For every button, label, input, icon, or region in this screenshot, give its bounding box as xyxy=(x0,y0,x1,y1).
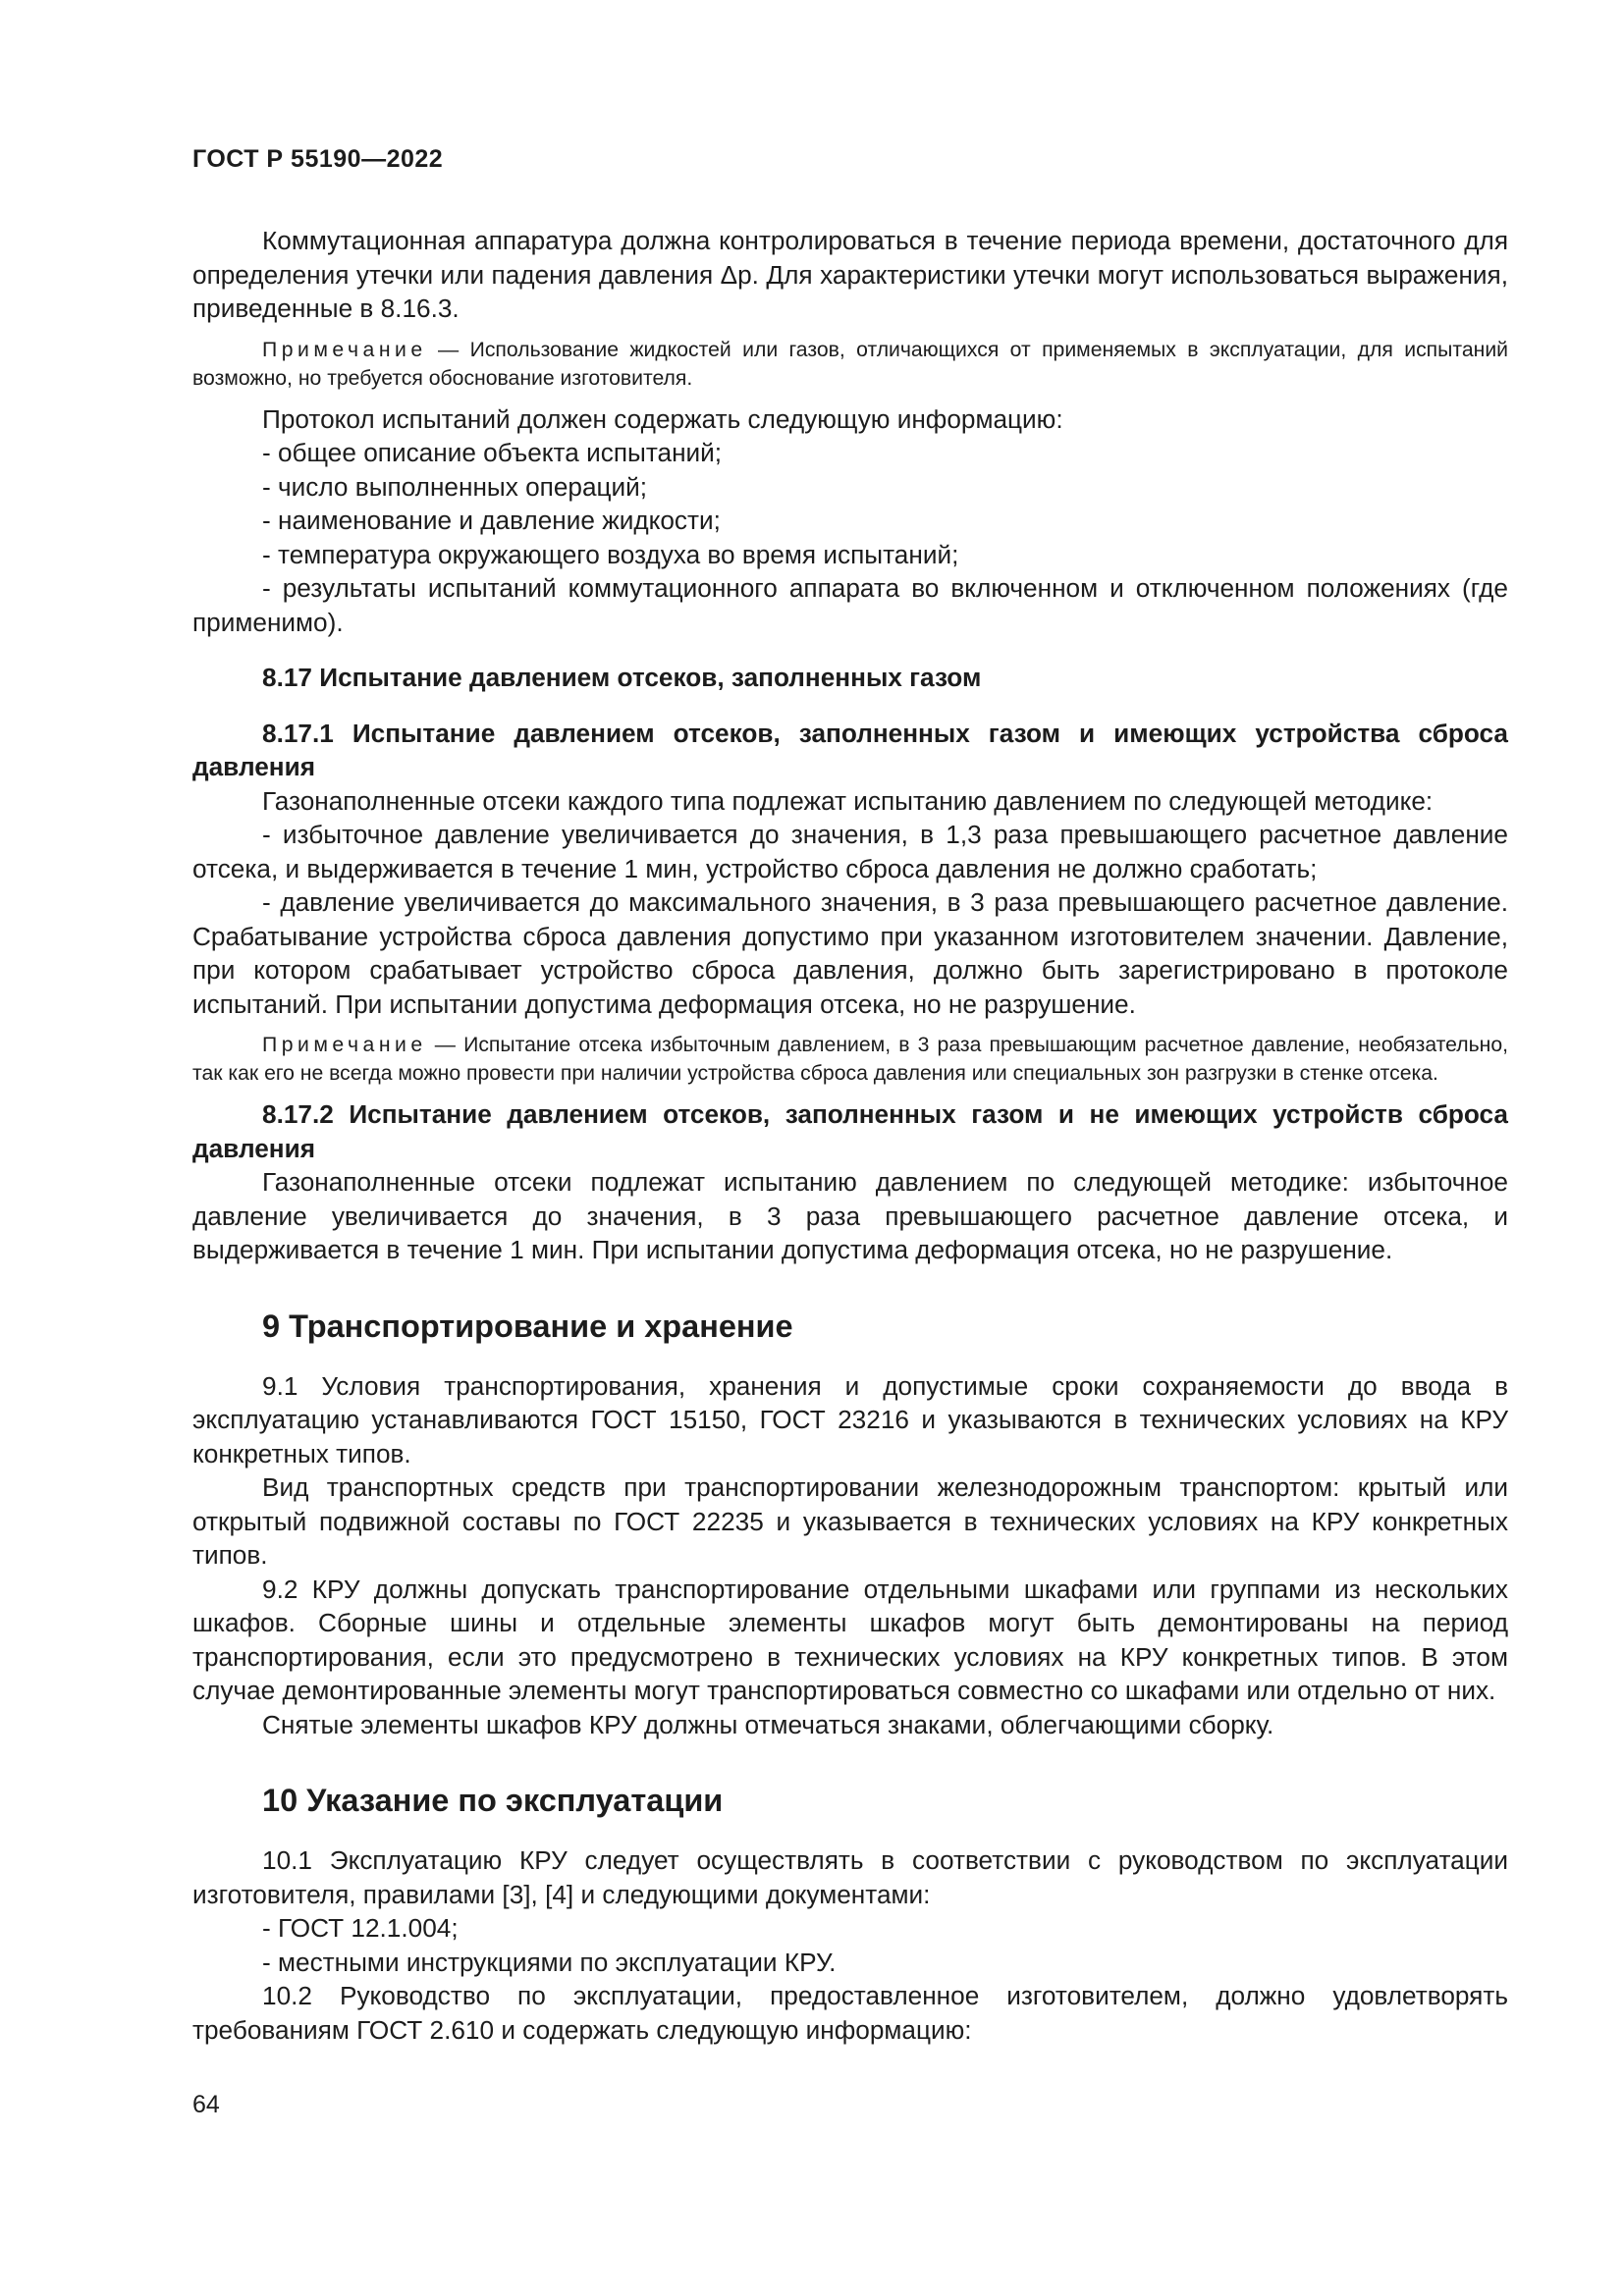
paragraph: Коммутационная аппаратура должна контролироваться в течение периода времени, достаточного для определения утечки или падения давления Δp. Для характеристики утечки могут использоваться выражения, приведенные в 8.16.3. xyxy=(192,226,1508,323)
section-heading-8-17-2: 8.17.2 Испытание давлением отсеков, заполненных газом и не имеющих устройств сброса давления xyxy=(192,1099,1508,1163)
note xyxy=(192,1031,1508,1088)
section-heading-9: 9 Транспортирование и хранение xyxy=(262,1308,793,1344)
paragraph: 10.2 Руководство по эксплуатации, предоставленное изготовителем, должно удовлетворять требованиям ГОСТ 2.610 и содержать следующую информацию: xyxy=(192,1981,1508,2045)
list-item: - избыточное давление увеличивается до значения, в 1,3 раза превышающего расчетное давление отсека, и выдерживается в течение 1 мин, устройство сброса давления не должно сработать; xyxy=(192,820,1508,883)
list-item: - местными инструкциями по эксплуатации КРУ. xyxy=(262,1947,837,1977)
list-item: - наименование и давление жидкости; xyxy=(262,506,721,535)
list-item: - ГОСТ 12.1.004; xyxy=(262,1913,459,1943)
list-item: - температура окружающего воздуха во время испытаний; xyxy=(262,539,959,569)
document-body xyxy=(192,224,1508,2047)
note-text: — Испытание отсека избыточным давлением, в 3 раза превышающим расчетное давление, необязательно, так как его не всегда можно провести при наличии устройства сброса давления или специальных зон разгрузки в стенке отсека. xyxy=(192,1034,1508,1085)
section-heading-10: 10 Указание по эксплуатации xyxy=(262,1783,724,1818)
paragraph: Газонаполненные отсеки подлежат испытанию давлением по следующей методике: избыточное давление увеличивается до значения, в 3 раза превышающего расчетное давление отсека, и выдерживается в течение 1 мин. При испытании допустима деформация отсека, но не разрушение. xyxy=(192,1167,1508,1264)
paragraph: Снятые элементы шкафов КРУ должны отмечаться знаками, облегчающими сборку. xyxy=(262,1709,1274,1739)
list-item: - результаты испытаний коммутационного аппарата во включенном и отключенном положениях (где применимо). xyxy=(192,573,1508,637)
note xyxy=(192,336,1508,393)
list-item: - давление увеличивается до максимального значения, в 3 раза превышающего расчетное давление. Срабатывание устройства сброса давления допустимо при указанном изготовителем значении. Давление, при котором срабатывает устройство сброса давления, должно быть зарегистрировано в протоколе испытаний. При испытании допустима деформация отсека, но не разрушение. xyxy=(192,887,1508,1019)
paragraph: 10.1 Эксплуатацию КРУ следует осуществлять в соответствии с руководством по эксплуатации изготовителя, правилами [3], [4] и следующими документами: xyxy=(192,1845,1508,1909)
list-item: - общее описание объекта испытаний; xyxy=(262,438,723,467)
paragraph: 9.1 Условия транспортирования, хранения и допустимые сроки сохраняемости до ввода в эксплуатацию устанавливаются ГОСТ 15150, ГОСТ 23216 и указываются в технических условиях на КРУ конкретных типов. xyxy=(192,1370,1508,1468)
paragraph: Протокол испытаний должен содержать следующую информацию: xyxy=(262,403,1063,434)
note-label: Примечание xyxy=(262,338,427,361)
paragraph: 9.2 КРУ должны допускать транспортирование отдельными шкафами или группами из нескольких шкафов. Сборные шины и отдельные элементы шкафов могут быть демонтированы на период транспортирования, если это предусмотрено в технических условиях на КРУ конкретных типов. В этом случае демонтированные элементы могут транспортироваться совместно со шкафами или отдельно от них. xyxy=(192,1574,1508,1705)
document-header: ГОСТ Р 55190—2022 xyxy=(192,145,444,173)
page-number: 64 xyxy=(192,2091,220,2118)
note-label: Примечание xyxy=(262,1034,427,1056)
paragraph: Вид транспортных средств при транспортировании железнодорожным транспортом: крытый или открытый подвижной составы по ГОСТ 22235 и указывается в технических условиях на КРУ конкретных типов. xyxy=(192,1472,1508,1570)
list-item: - число выполненных операций; xyxy=(262,471,648,502)
section-heading-8-17: 8.17 Испытание давлением отсеков, заполненных газом xyxy=(262,663,982,692)
section-heading-8-17-1: 8.17.1 Испытание давлением отсеков, заполненных газом и имеющих устройства сброса давления xyxy=(192,718,1508,781)
note-text: — Использование жидкостей или газов, отличающихся от применяемых в эксплуатации, для испытаний возможно, но требуется обоснование изготовителя. xyxy=(192,338,1508,390)
paragraph: Газонаполненные отсеки каждого типа подлежат испытанию давлением по следующей методике: xyxy=(262,785,1434,816)
